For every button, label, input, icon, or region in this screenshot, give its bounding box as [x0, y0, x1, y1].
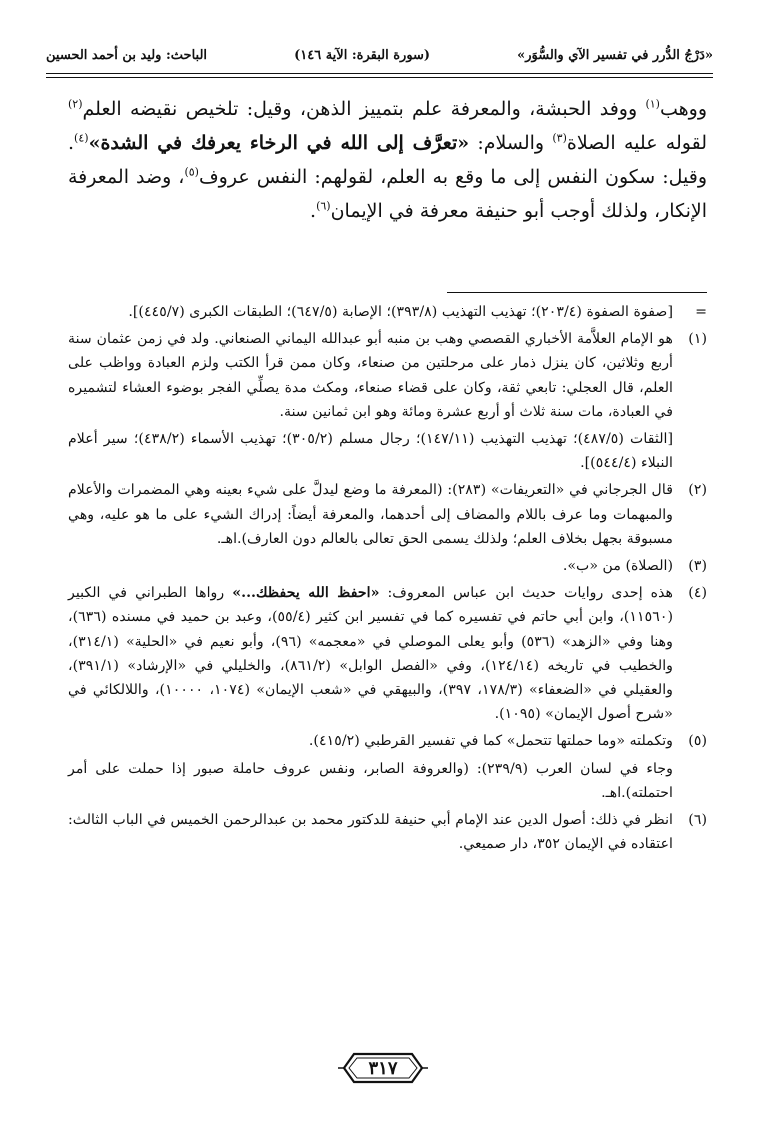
- footnote-separator: [447, 292, 707, 293]
- footnote-text: [صفوة الصفوة (٢٠٣/٤)؛ تهذيب التهذيب (٣٩٣/٨)؛ الإصابة (٦٤٧/٥)؛ الطبقات الكبرى (٤٤٥/٧)].: [128, 304, 673, 320]
- footnote-refs: [الثقات (٤٨٧/٥)؛ تهذيب التهذيب (١٤٧/١١)؛ رجال مسلم (٣٠٥/٢)؛ تهذيب الأسماء (٤٣٨/٢)؛ سير أعلام النبلاء (٥٤٤/٤)].: [68, 431, 673, 472]
- footnote-marker: (١): [645, 97, 660, 111]
- text-run: .: [310, 200, 317, 222]
- header-rule: [46, 73, 713, 74]
- footnote-number: (٢): [688, 482, 707, 499]
- footnote-continued: [68, 300, 707, 324]
- text-run: رواها الطبراني في الكبير (١١٥٦٠)، وابن أبي حاتم في تفسيره كما في تفسير ابن كثير (٥٥/٤)، وعبد بن حميد في مسنده (٦٣٦)، وهنا وفي «الزهد» (٥٣٦) وأبو يعلى الموصلي في «معجمه» (٩٦)، وأبو نعيم في «الحلية» (٣١٤/١)، والخطيب في تاريخه (١٢٤/١٤)، وفي «الفصل الوابل» (٨٦١/٢)، والخليلي في «الإرشاد» (٣٩١/١)، والعقيلي في «الضعفاء» (١٧٨/٣، ٣٩٧)، والبيهقي في «شعب الإيمان» (١٠٧٤، ١٠٠٠٠)، واللالكائي في «شرح أصول الإيمان» (١٠٩٥).: [68, 585, 674, 723]
- footnote-marker: (٢): [68, 97, 83, 111]
- footnote-6: [68, 808, 707, 856]
- footnote-text: (الصلاة) من «ب».: [562, 558, 673, 575]
- footnote-number: (٦): [688, 812, 707, 829]
- footnote-5: [68, 729, 707, 805]
- footnote-4: [68, 581, 707, 726]
- text-run: ووهب: [659, 98, 707, 120]
- main-text: [68, 92, 707, 228]
- footnote-text: انظر في ذلك: أصول الدين عند الإمام أبي حنيفة للدكتور محمد بن عبدالرحمن الخميس في الباب الثالث: اعتقاده في الإيمان ٣٥٢، دار صميعي.: [68, 812, 673, 853]
- researcher-name: الباحث: وليد بن أحمد الحسين: [46, 47, 208, 63]
- footnote-marker: (٥): [184, 165, 199, 179]
- text-run: . وقيل: سكون النفس إلى ما وقع به العلم، لقولهم: النفس عروف: [68, 132, 707, 188]
- section-title: (سورة البقرة: الآية ١٤٦): [294, 47, 431, 63]
- book-title: «دَرْجُ الدُّرر في تفسير الآي والسُّوَر»: [517, 47, 713, 63]
- text-run: لقوله عليه الصلاة: [566, 132, 707, 154]
- footnote-marker: (٣): [552, 131, 567, 145]
- main-paragraph: [68, 92, 707, 228]
- footnote-text: قال الجرجاني في «التعريفات» (٢٨٣): (المعرفة ما وضع ليدلَّ على شيء بعينه وهي المضمرات والأعلام والمبهمات وما عرف باللام والمضاف إلى أحدهما، والمعرفة أيضاً: إدراك الشيء على ما هو عليه، وهي مسبوقة بجهل بخلاف العلم؛ ولذلك يسمى الحق تعالى بالعالم دون العارف).اهـ.: [68, 482, 673, 547]
- footnote-3: [68, 554, 707, 578]
- footnote-text: هو الإمام العلاَّمة الأخباري القصصي وهب بن منبه أبو عبدالله اليماني الصنعاني. ولد في زمن عثمان سنة أربع وثلاثين، كان ينزل ذمار على مرحلتين من صنعاء، وكان ممن قرأ الكتب ولزم العبادة وواظب على العلم، قال العجلي: تابعي ثقة، وكان على قضاء صنعاء، ومكث مدة يصلِّي الفجر بوضوء العشاء لتشميره في العبادة، مات سنة ثلاث أو أربع عشرة ومائة وهو ابن ثمانين سنة.: [68, 331, 673, 420]
- page-number: ٣١٧: [368, 1057, 398, 1079]
- hadith-quote: «احفظ الله يحفظك...»: [232, 585, 380, 602]
- footnote-text: وتكملته «وما حملتها تتحمل» كما في تفسير القرطبي (٤١٥/٢).: [308, 733, 673, 750]
- text-run: هذه إحدى روايات حديث ابن عباس المعروف:: [379, 585, 674, 602]
- header-rule-thin: [46, 77, 713, 78]
- text-run: ، وضد المعرفة الإنكار، ولذلك أوجب أبو حنيفة معرفة في الإيمان: [68, 166, 707, 222]
- footnote-number: (٥): [688, 733, 707, 750]
- running-header: [46, 40, 713, 70]
- footnote-marker: (٦): [316, 199, 331, 213]
- footnotes: [68, 300, 707, 859]
- footnote-number: (٣): [688, 558, 707, 575]
- footnote-marker: (٤): [74, 131, 89, 145]
- footnote-1: [68, 327, 707, 475]
- footnote-number: (٤): [688, 585, 707, 602]
- text-run: والسلام:: [469, 132, 553, 154]
- hadith-quote: «تعرَّف إلى الله في الرخاء يعرفك في الشدة»: [88, 132, 470, 154]
- footnote-number: (١): [688, 331, 707, 348]
- footnote-number: =: [695, 304, 707, 320]
- page-number-ornament: [338, 1048, 428, 1088]
- footnote-2: [68, 478, 707, 551]
- text-run: ووفد الحبشة، والمعرفة علم بتمييز الذهن، وقيل: تلخيص نقيضه العلم: [82, 98, 646, 120]
- footnote-extra: وجاء في لسان العرب (٢٣٩/٩): (والعروفة الصابر، ونفس عروف حاملة صبور إذا حملت على أمر احتملته).اهـ.: [68, 760, 673, 801]
- footnote-text: [68, 581, 673, 726]
